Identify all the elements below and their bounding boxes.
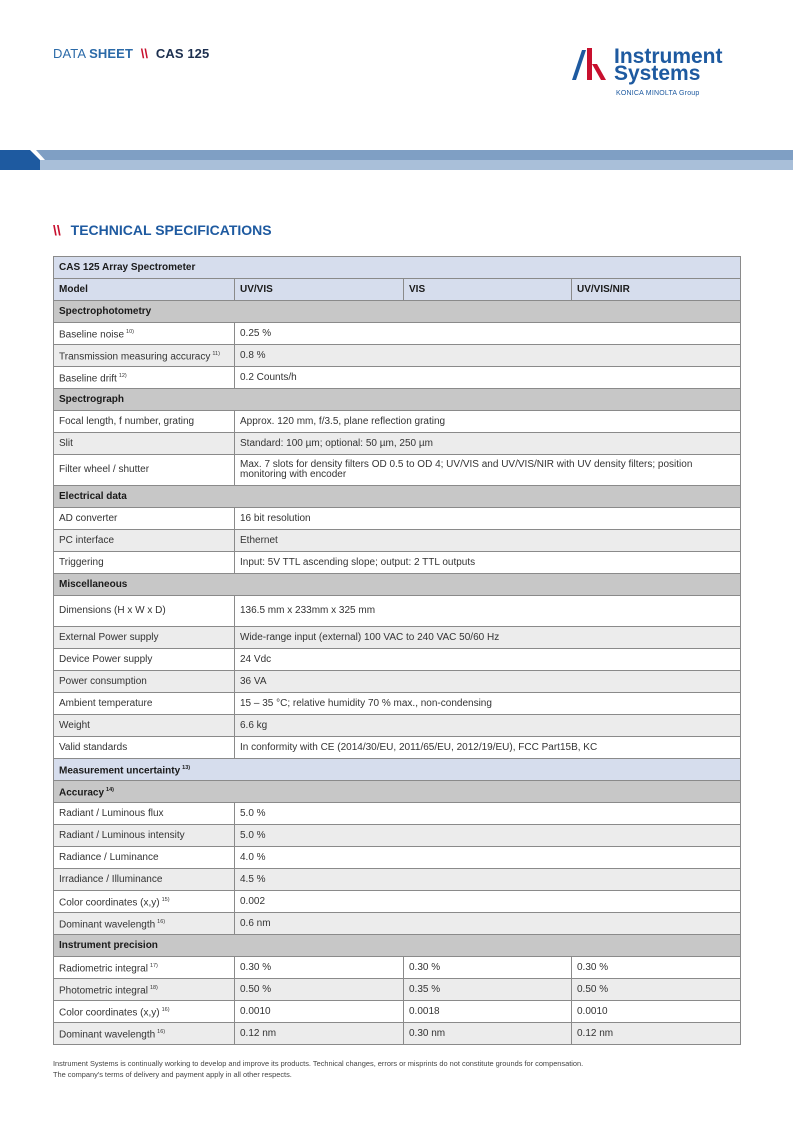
table-row — [54, 693, 741, 715]
logo-line2: Systems — [614, 62, 701, 85]
spec-label-cell — [54, 891, 235, 913]
section-separator: \\ — [53, 222, 61, 238]
spec-label-cell — [54, 530, 235, 552]
table-row — [54, 957, 741, 979]
spec-label-cell — [54, 913, 235, 935]
spec-value: Wide-range input (external) 100 VAC to 240 VAC 50/60 Hz — [235, 627, 741, 649]
spec-label: Focal length, f number, grating — [59, 415, 195, 427]
table-row — [54, 508, 741, 530]
group-header — [54, 486, 741, 508]
model-header-label: Model — [54, 279, 235, 301]
spec-label-cell — [54, 847, 235, 869]
spec-label: Weight — [59, 719, 90, 731]
spec-label-cell — [54, 433, 235, 455]
group-header-row — [54, 935, 741, 957]
spec-value: 0.002 — [235, 891, 741, 913]
header-word-data: DATA — [53, 46, 86, 61]
spec-label-cell — [54, 508, 235, 530]
footer-line2: The company's terms of delivery and payment apply in all other respects. — [53, 1070, 292, 1079]
spec-value: 0.6 nm — [235, 913, 741, 935]
spec-label: Baseline drift — [59, 373, 117, 385]
spec-value: 0.30 % — [235, 957, 404, 979]
table-row — [54, 1023, 741, 1045]
spec-label: Color coordinates (x,y) — [59, 1007, 160, 1019]
spec-label: PC interface — [59, 534, 115, 546]
footnote-ref: 13) — [182, 764, 191, 771]
spec-value: 6.6 kg — [235, 715, 741, 737]
spec-value: 0.12 nm — [572, 1023, 741, 1045]
table-row — [54, 891, 741, 913]
table-title-row — [54, 257, 741, 279]
spec-value: 0.50 % — [235, 979, 404, 1001]
group-header-row — [54, 301, 741, 323]
document-header — [53, 46, 209, 61]
group-title: Spectrograph — [59, 393, 125, 405]
group-header — [54, 781, 741, 803]
spec-label: Transmission measuring accuracy — [59, 351, 211, 363]
spec-value: 5.0 % — [235, 825, 741, 847]
group-header-row — [54, 574, 741, 596]
spec-label-cell — [54, 649, 235, 671]
group-title: Miscellaneous — [59, 578, 128, 590]
group-title: Instrument precision — [59, 939, 158, 951]
footnote-ref: 10) — [126, 328, 134, 335]
spec-label: Ambient temperature — [59, 697, 153, 709]
spec-value: 4.0 % — [235, 847, 741, 869]
logo-subline: KONICA MINOLTA Group — [616, 90, 700, 97]
table-row — [54, 433, 741, 455]
spec-label: Valid standards — [59, 741, 128, 753]
logo-line1: Instrument — [614, 45, 723, 68]
spec-label-cell — [54, 715, 235, 737]
table-row — [54, 737, 741, 759]
table-row — [54, 345, 741, 367]
spec-value: 36 VA — [235, 671, 741, 693]
table-row — [54, 869, 741, 891]
spec-value: 0.0018 — [404, 1001, 572, 1023]
group-title: Electrical data — [59, 490, 127, 502]
spec-label-cell — [54, 869, 235, 891]
group-header-row — [54, 759, 741, 781]
logo-mark-icon — [570, 46, 610, 82]
spec-value: 136.5 mm x 233mm x 325 mm — [235, 596, 741, 627]
spec-label-cell — [54, 979, 235, 1001]
spec-label-cell — [54, 596, 235, 627]
spec-label: Slit — [59, 437, 73, 449]
spec-label-cell — [54, 803, 235, 825]
company-logo — [570, 44, 745, 104]
group-title: Spectrophotometry — [59, 305, 152, 317]
spec-value: 0.8 % — [235, 345, 741, 367]
group-title: Accuracy — [59, 787, 105, 799]
spec-label-cell — [54, 693, 235, 715]
footer-line1: Instrument Systems is continually working to develop and improve its products. Technical changes, errors or misprints do not constitute grounds for compensation. — [53, 1059, 584, 1068]
spec-label: External Power supply — [59, 631, 159, 643]
spec-value: 0.35 % — [404, 979, 572, 1001]
table-row — [54, 530, 741, 552]
spec-label-cell — [54, 367, 235, 389]
header-product: CAS 125 — [155, 46, 210, 61]
table-row — [54, 649, 741, 671]
table-title: CAS 125 Array Spectrometer — [54, 257, 741, 279]
header-word-sheet: SHEET — [89, 46, 133, 61]
spec-value: 0.50 % — [572, 979, 741, 1001]
spec-value: 5.0 % — [235, 803, 741, 825]
spec-value: Ethernet — [235, 530, 741, 552]
footnote-ref: 14) — [106, 786, 114, 793]
section-title-text: TECHNICAL SPECIFICATIONS — [70, 222, 272, 238]
table-row — [54, 913, 741, 935]
spec-label-cell — [54, 737, 235, 759]
spec-value: 0.30 nm — [404, 1023, 572, 1045]
spec-label: Baseline noise — [59, 329, 125, 341]
model-header-vis: VIS — [404, 279, 572, 301]
group-header-row — [54, 486, 741, 508]
spec-label-cell — [54, 323, 235, 345]
spec-value: Input: 5V TTL ascending slope; output: 2 TTL outputs — [235, 552, 741, 574]
spec-value: 0.12 nm — [235, 1023, 404, 1045]
spec-value: 0.30 % — [572, 957, 741, 979]
spec-label-cell — [54, 455, 235, 486]
spec-label: Triggering — [59, 556, 104, 568]
spec-value: 0.2 Counts/h — [235, 367, 741, 389]
spec-label: Radiometric integral — [59, 963, 148, 975]
spec-label: Dimensions (H x W x D) — [59, 605, 166, 616]
header-band — [0, 150, 793, 170]
spec-label: Color coordinates (x,y) — [59, 897, 160, 909]
spec-value: 0.0010 — [572, 1001, 741, 1023]
group-header-row — [54, 389, 741, 411]
group-header — [54, 935, 741, 957]
spec-label: Dominant wavelength — [59, 919, 156, 931]
spec-label: Irradiance / Illuminance — [59, 873, 163, 885]
spec-label: Device Power supply — [59, 653, 153, 665]
specifications-table — [53, 256, 741, 1045]
spec-label: Radiant / Luminous intensity — [59, 829, 185, 841]
spec-label-cell — [54, 1001, 235, 1023]
section-title — [53, 222, 272, 238]
spec-value: 16 bit resolution — [235, 508, 741, 530]
group-header — [54, 574, 741, 596]
spec-label-cell — [54, 627, 235, 649]
table-row — [54, 671, 741, 693]
table-row — [54, 596, 741, 627]
spec-value: In conformity with CE (2014/30/EU, 2011/65/EU, 2012/19/EU), FCC Part15B, KC — [235, 737, 741, 759]
spec-label-cell — [54, 825, 235, 847]
footnote-ref: 18) — [149, 984, 158, 991]
group-header — [54, 759, 741, 781]
group-title: Measurement uncertainty — [59, 765, 181, 777]
footnote-ref: 16) — [161, 1006, 170, 1013]
spec-label-cell — [54, 411, 235, 433]
footnote-ref: 11) — [212, 350, 220, 357]
spec-value: 4.5 % — [235, 869, 741, 891]
footnote-ref: 12) — [118, 372, 127, 379]
table-row — [54, 552, 741, 574]
model-header-row — [54, 279, 741, 301]
group-header — [54, 389, 741, 411]
footnote-ref: 15) — [161, 896, 170, 903]
table-row — [54, 1001, 741, 1023]
table-row — [54, 455, 741, 486]
footnote-ref: 17) — [149, 962, 158, 969]
spec-label-cell — [54, 345, 235, 367]
spec-label: Radiance / Luminance — [59, 851, 159, 863]
spec-value: Max. 7 slots for density filters OD 0.5 to OD 4; UV/VIS and UV/VIS/NIR with UV density filters; position monitoring with encoder — [235, 455, 741, 486]
group-header — [54, 301, 741, 323]
model-header-uvvisnir: UV/VIS/NIR — [572, 279, 741, 301]
spec-label: Dominant wavelength — [59, 1029, 156, 1041]
table-row — [54, 323, 741, 345]
spec-label: AD converter — [59, 512, 118, 524]
spec-label: Radiant / Luminous flux — [59, 807, 164, 819]
spec-value: 0.0010 — [235, 1001, 404, 1023]
table-row — [54, 847, 741, 869]
spec-label-cell — [54, 1023, 235, 1045]
table-row — [54, 979, 741, 1001]
spec-value: Approx. 120 mm, f/3.5, plane reflection grating — [235, 411, 741, 433]
spec-value: 0.30 % — [404, 957, 572, 979]
spec-value: Standard: 100 µm; optional: 50 µm, 250 µm — [235, 433, 741, 455]
spec-value: 24 Vdc — [235, 649, 741, 671]
table-row — [54, 825, 741, 847]
spec-label: Filter wheel / shutter — [59, 464, 150, 475]
spec-value: 15 – 35 °C; relative humidity 70 % max., non-condensing — [235, 693, 741, 715]
model-header-uvvis: UV/VIS — [235, 279, 404, 301]
spec-label: Photometric integral — [59, 985, 148, 997]
footer-disclaimer — [53, 1058, 743, 1080]
table-row — [54, 411, 741, 433]
group-header-row — [54, 781, 741, 803]
header-separator: \\ — [140, 46, 149, 61]
spec-label-cell — [54, 552, 235, 574]
spec-label: Power consumption — [59, 675, 147, 687]
spec-label-cell — [54, 957, 235, 979]
table-row — [54, 803, 741, 825]
table-row — [54, 715, 741, 737]
table-row — [54, 367, 741, 389]
spec-value: 0.25 % — [235, 323, 741, 345]
footnote-ref: 16) — [157, 918, 166, 925]
footnote-ref: 16) — [157, 1028, 166, 1035]
spec-label-cell — [54, 671, 235, 693]
table-row — [54, 627, 741, 649]
